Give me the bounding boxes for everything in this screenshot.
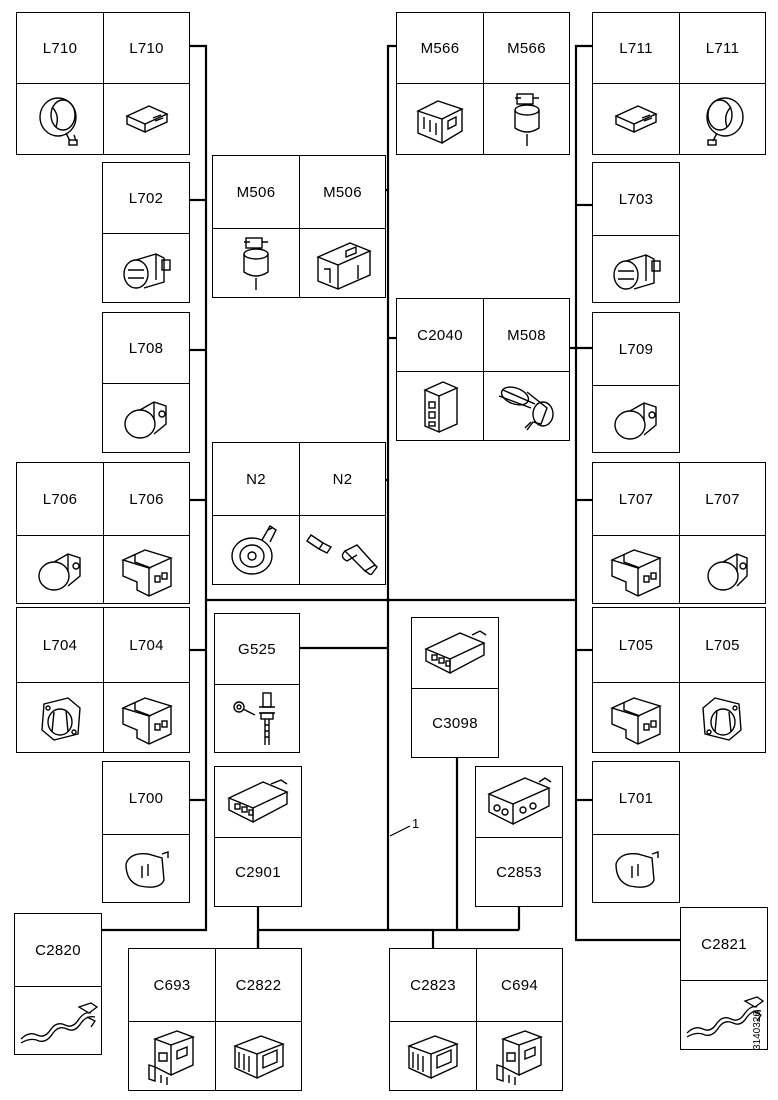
connector-terminal-icon [299, 515, 385, 584]
l706-connector-label: L706 [103, 463, 189, 535]
l703-label: L703 [618, 190, 654, 208]
harness-number-label: 1 [412, 816, 420, 831]
l711-lamp-label: L711 [679, 13, 765, 83]
component-l708[interactable] [102, 312, 190, 453]
c2820-label: C2820 [35, 941, 81, 959]
m566-connector-label: M566 [420, 39, 460, 57]
component-l709[interactable] [592, 312, 680, 453]
component-c2853[interactable] [475, 766, 563, 907]
side-marker-icon [103, 834, 189, 902]
l707-lamp-label: L707 [679, 463, 765, 535]
connector-housing-icon [593, 535, 679, 603]
lamp-icon [103, 383, 189, 452]
l702-label: L702 [128, 189, 164, 207]
l705-socket-label: L705 [679, 608, 765, 682]
component-l703[interactable] [592, 162, 680, 303]
document-reference-number: 3140326 [752, 1011, 763, 1050]
component-m566[interactable] [396, 12, 570, 155]
foglamp-icon [103, 233, 189, 302]
l701-label: L701 [618, 789, 654, 807]
component-l705[interactable] [592, 607, 766, 753]
pump-motor-icon [483, 83, 569, 154]
connector-housing-icon [412, 618, 498, 688]
side-marker-icon [593, 834, 679, 902]
c2823-label: C2823 [410, 976, 456, 994]
l709-label: L709 [618, 340, 654, 358]
c2901-label: C2901 [215, 837, 301, 906]
component-l702[interactable] [102, 162, 190, 303]
component-c2040-m508[interactable] [396, 298, 570, 441]
connector-housing-icon [103, 682, 189, 752]
component-c2901[interactable] [214, 766, 302, 907]
l700-label: L700 [128, 789, 164, 807]
component-g525[interactable] [214, 613, 300, 753]
connector-plug-icon [593, 83, 679, 154]
connector-housing-icon [593, 682, 679, 752]
multi-pin-connector-icon [476, 1021, 562, 1090]
l708-label: L708 [128, 339, 164, 357]
pump-motor-icon [213, 228, 299, 297]
connector-housing-icon [397, 83, 483, 154]
component-l704[interactable] [16, 607, 190, 753]
component-c3098[interactable] [411, 617, 499, 758]
m566-pump-label: M566 [483, 13, 569, 83]
component-c2820[interactable] [14, 913, 102, 1055]
multi-pin-connector-icon [215, 1021, 301, 1090]
l705-connector-label: L705 [618, 636, 654, 654]
motor-icon [483, 371, 569, 440]
connector-housing-icon [299, 228, 385, 297]
l707-connector-label: L707 [618, 490, 654, 508]
component-l700[interactable] [102, 761, 190, 903]
c3098-label: C3098 [412, 688, 498, 757]
lamp-icon [593, 385, 679, 452]
n2-terminal-label: N2 [299, 443, 385, 515]
component-c2823-c694[interactable] [389, 948, 563, 1091]
component-l711[interactable] [592, 12, 766, 155]
c2821-label: C2821 [701, 935, 747, 953]
component-l706[interactable] [16, 462, 190, 604]
c2822-label: C2822 [215, 949, 301, 1021]
connector-housing-icon [476, 767, 562, 837]
headlamp-icon [17, 83, 103, 154]
connector-plug-icon [103, 83, 189, 154]
c2853-label: C2853 [476, 837, 562, 906]
component-l710[interactable] [16, 12, 190, 155]
headlamp-icon [679, 83, 765, 154]
connector-housing-icon [103, 535, 189, 603]
component-c693-c2822[interactable] [128, 948, 302, 1091]
lamp-icon [17, 535, 103, 603]
bulb-socket-icon [17, 682, 103, 752]
m506-pump-label: M506 [236, 183, 276, 201]
wire-pigtail-icon [15, 986, 101, 1054]
c2040-label: C2040 [417, 326, 463, 344]
c694-label: C694 [476, 949, 562, 1021]
n2-horn-label: N2 [246, 470, 266, 488]
bulb-socket-icon [679, 682, 765, 752]
l711-connector-label: L711 [619, 39, 653, 57]
horn-icon [213, 515, 299, 584]
l704-connector-label: L704 [103, 608, 189, 682]
multi-pin-connector-icon [390, 1021, 476, 1090]
l710-connector-label: L710 [103, 13, 189, 83]
foglamp-icon [593, 235, 679, 302]
l706-lamp-label: L706 [42, 490, 78, 508]
c693-label: C693 [153, 976, 191, 994]
m506-connector-label: M506 [299, 156, 385, 228]
g525-label: G525 [238, 640, 276, 658]
center-trunk-wire [388, 46, 396, 930]
m508-label: M508 [483, 299, 569, 371]
multi-pin-connector-icon [129, 1021, 215, 1090]
connector-block-icon [397, 371, 483, 440]
component-m506[interactable] [212, 155, 386, 298]
l710-lamp-label: L710 [42, 39, 78, 57]
l704-socket-label: L704 [42, 636, 78, 654]
component-l707[interactable] [592, 462, 766, 604]
lamp-icon [679, 535, 765, 603]
component-l701[interactable] [592, 761, 680, 903]
connector-housing-icon [215, 767, 301, 837]
harness-leader-line [390, 826, 410, 836]
component-n2[interactable] [212, 442, 386, 585]
ground-stud-icon [215, 684, 299, 752]
